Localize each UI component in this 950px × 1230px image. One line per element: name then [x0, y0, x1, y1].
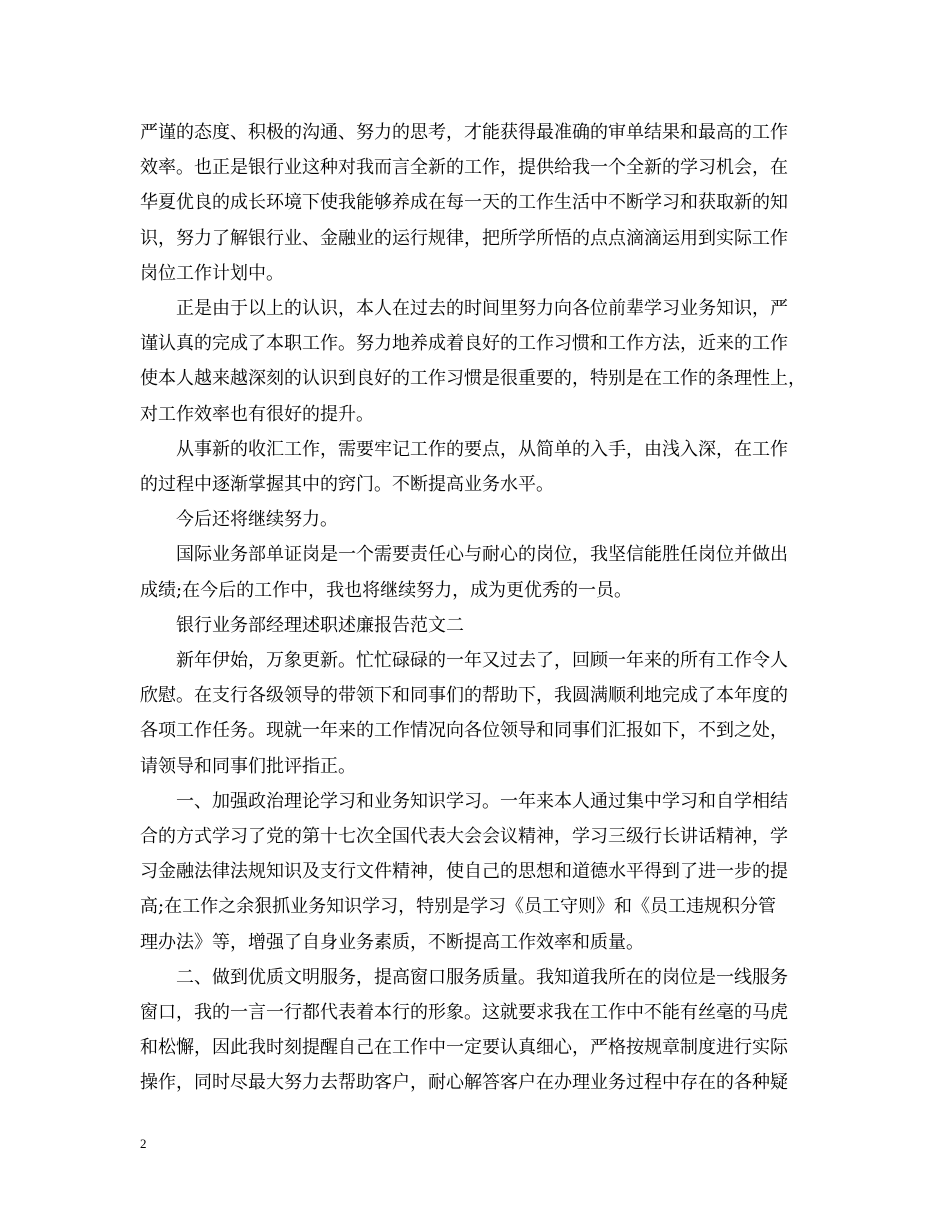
paragraph-8: 一、加强政治理论学习和业务知识学习。一年来本人通过集中学习和自学相结 合的方式学习了党的第十七次全国代表大会会议精神，学习三级行长讲话精神，学 习金融法律法规知识及支行文件精神，使自己的思想和道德水平得到了进一步的提 高;在工作之余狠抓业务知识学习，特别是学习《员工守则》和《员工违规积分管 理办法》等，增强了自身业务素质，不断提高工作效率和质量。 — [140, 790, 788, 953]
paragraph-5: 国际业务部单证岗是一个需要责任心与耐心的岗位，我坚信能胜任岗位并做出 成绩;在今后的工作中，我也将继续努力，成为更优秀的一员。 — [140, 544, 788, 601]
paragraph-3: 从事新的收汇工作，需要牢记工作的要点，从简单的入手，由浅入深，在工作 的过程中逐渐掌握其中的窍门。不断提高业务水平。 — [140, 438, 788, 496]
section-heading: 银行业务部经理述职述廉报告范文二 — [176, 614, 464, 636]
document-body — [140, 115, 820, 1101]
page-number: 2 — [140, 1136, 147, 1151]
paragraph-4: 今后还将继续努力。 — [176, 509, 338, 531]
paragraph-7: 新年伊始，万象更新。忙忙碌碌的一年又过去了，回顾一年来的所有工作令人 欣慰。在支行各级领导的带领下和同事们的帮助下，我圆满顺利地完成了本年度的 各项工作任务。现就一年来的工作情况向各位领导和同事们汇报如下，不到之处， 请领导和同事们批评指正。 — [140, 650, 788, 777]
paragraph-9: 二、做到优质文明服务，提高窗口服务质量。我知道我所在的岗位是一线服务 窗口，我的一言一行都代表着本行的形象。这就要求我在工作中不能有丝毫的马虎 和松懈，因此我时刻提醒自己在工作中一定要认真细心，严格按规章制度进行实际 操作，同时尽最大努力去帮助客户，耐心解答客户在办理业务过程中存在的各种疑 — [140, 966, 788, 1094]
paragraph-1: 严谨的态度、积极的沟通、努力的思考，才能获得最准确的审单结果和最高的工作 效率。也正是银行业这种对我而言全新的工作，提供给我一个全新的学习机会，在 华夏优良的成长环境下使我能够养成在每一天的工作生活中不断学习和获取新的知 识，努力了解银行业、金融业的运行规律，把所学所悟的点点滴滴运用到实际工作 岗位工作计划中。 — [140, 122, 788, 284]
paragraph-2: 正是由于以上的认识，本人在过去的时间里努力向各位前辈学习业务知识，严 谨认真的完成了本职工作。努力地养成着良好的工作习惯和工作方法，近来的工作 使本人越来越深刻的认识到良好的工作习惯是很重要的，特别是在工作的条理性上， 对工作效率也有很好的提升。 — [140, 298, 806, 425]
